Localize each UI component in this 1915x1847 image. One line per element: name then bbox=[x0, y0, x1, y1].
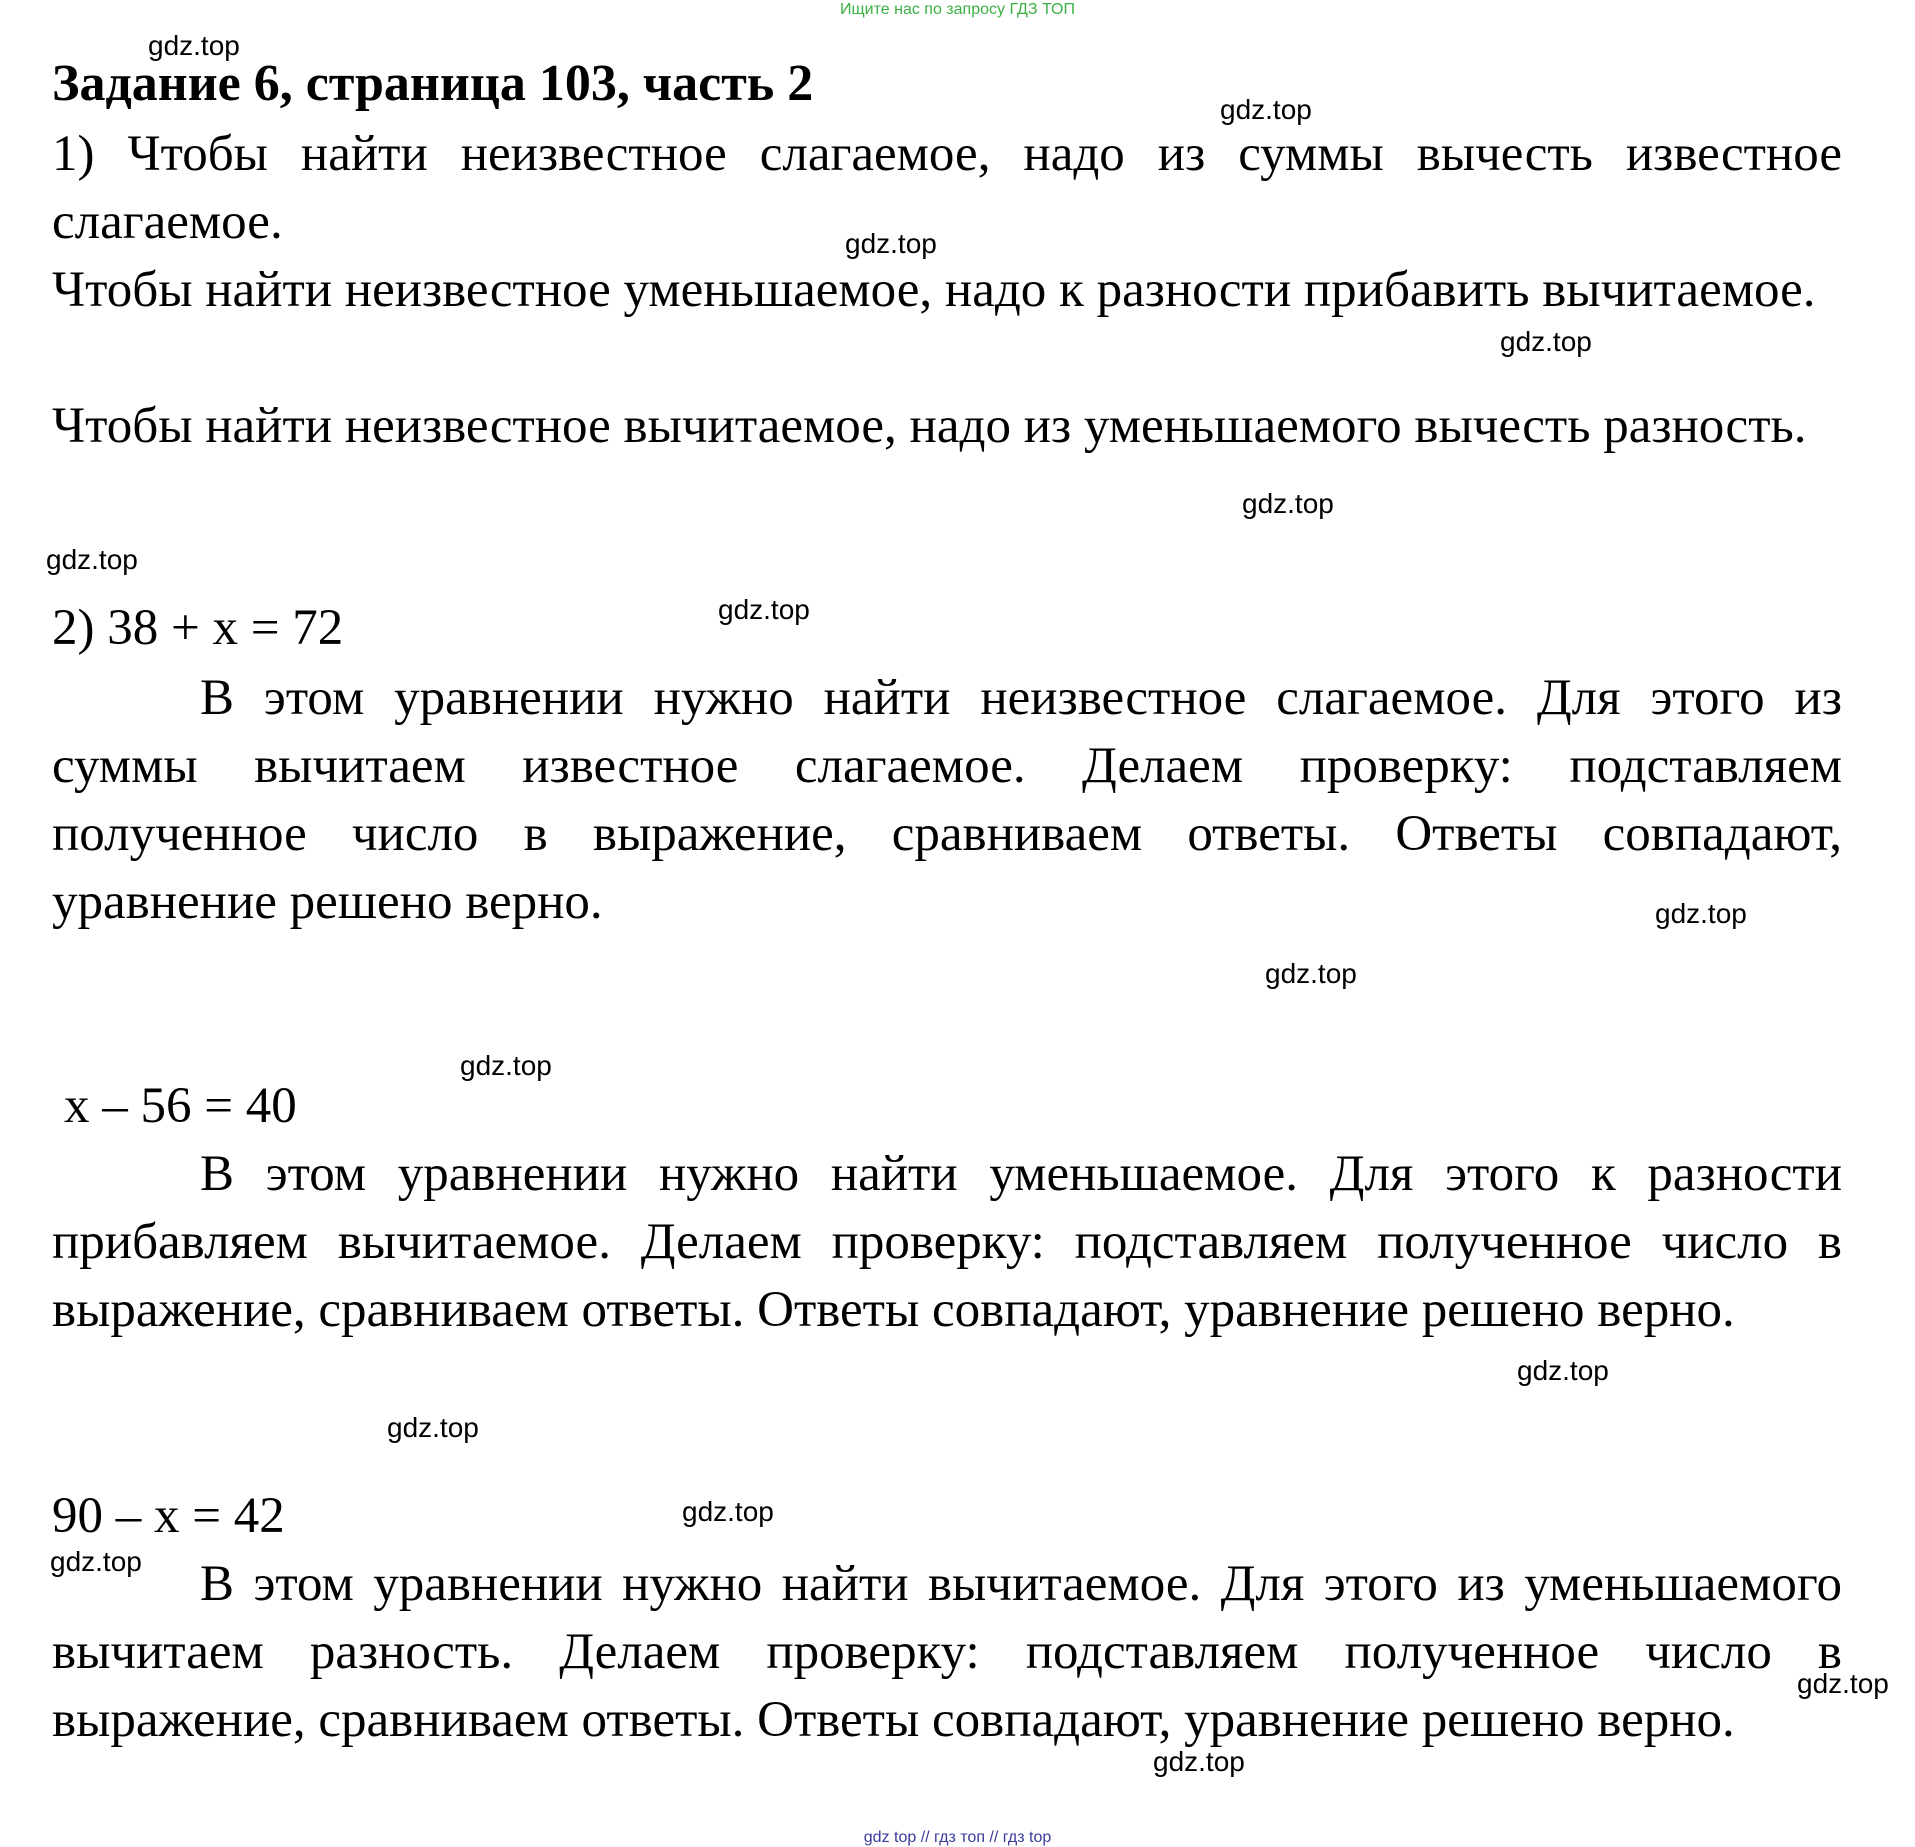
watermark: gdz.top bbox=[460, 1050, 552, 1081]
rule-unknown-addend: 1) Чтобы найти неизвестное слагаемое, надо из суммы вычесть известное слагаемое. bbox=[52, 126, 1842, 250]
watermark: gdz.top bbox=[1265, 958, 1357, 989]
top-banner: Ищите нас по запросу ГДЗ ТОП bbox=[840, 1, 1075, 18]
watermark: gdz.top bbox=[682, 1496, 774, 1527]
equation-3-explanation: В этом уравнении нужно найти вычитаемое. Для этого из уменьшаемого вычитаем разность. Делаем проверку: подставляем полученное число в выражение, сравниваем ответы. Ответы совпадают, уравнение решено верно. bbox=[52, 1556, 1842, 1748]
footer-watermark: gdz top // гдз топ // гдз top bbox=[863, 1829, 1052, 1846]
watermark: gdz.top bbox=[1797, 1668, 1889, 1699]
equation-1-explanation: В этом уравнении нужно найти неизвестное слагаемое. Для этого из суммы вычитаем известное слагаемое. Делаем проверку: подставляем полученное число в выражение, сравниваем ответы. Ответы совпадают, уравнение решено верно. bbox=[52, 670, 1842, 930]
watermark: gdz.top bbox=[1500, 326, 1592, 357]
watermark: gdz.top bbox=[148, 30, 240, 61]
watermark: gdz.top bbox=[845, 228, 937, 259]
watermark: gdz.top bbox=[1655, 898, 1747, 929]
watermark: gdz.top bbox=[1517, 1355, 1609, 1386]
watermark: gdz.top bbox=[1153, 1746, 1245, 1777]
page-title: Задание 6, страница 103, часть 2 bbox=[52, 55, 814, 112]
equation-1: 2) 38 + x = 72 bbox=[52, 600, 344, 656]
watermark: gdz.top bbox=[1242, 488, 1334, 519]
rule-unknown-minuend: Чтобы найти неизвестное уменьшаемое, надо к разности прибавить вычитаемое. bbox=[52, 262, 1816, 318]
watermark: gdz.top bbox=[387, 1412, 479, 1443]
watermark: gdz.top bbox=[718, 594, 810, 625]
equation-3: 90 – x = 42 bbox=[52, 1488, 285, 1544]
equation-2: x – 56 = 40 bbox=[64, 1078, 297, 1134]
rule-unknown-subtrahend: Чтобы найти неизвестное вычитаемое, надо из уменьшаемого вычесть разность. bbox=[52, 398, 1807, 454]
equation-2-explanation: В этом уравнении нужно найти уменьшаемое. Для этого к разности прибавляем вычитаемое. Делаем проверку: подставляем полученное число в выражение, сравниваем ответы. Ответы совпадают, уравнение решено верно. bbox=[52, 1146, 1842, 1338]
watermark: gdz.top bbox=[50, 1546, 142, 1577]
watermark: gdz.top bbox=[46, 544, 138, 575]
watermark: gdz.top bbox=[1220, 94, 1312, 125]
